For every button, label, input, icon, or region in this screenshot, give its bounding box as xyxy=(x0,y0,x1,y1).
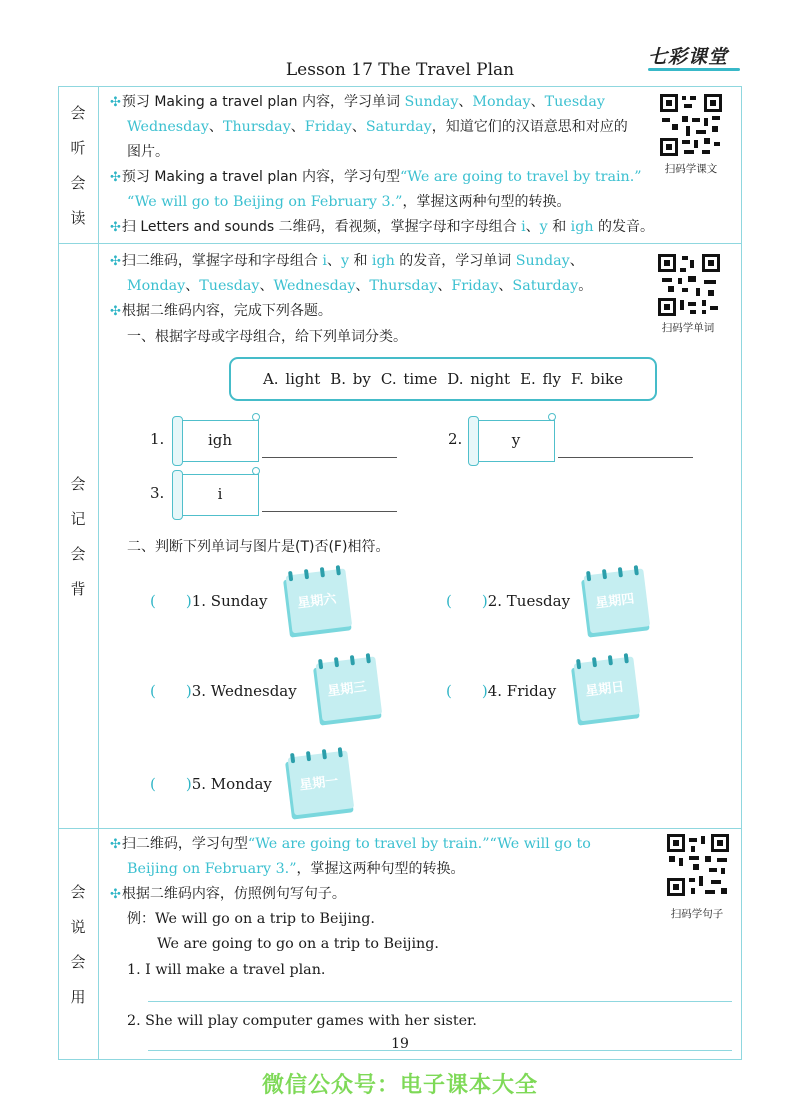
bullet-icon: ✣ xyxy=(110,254,121,269)
scroll-label-y: y xyxy=(468,416,556,460)
bullet-icon: ✣ xyxy=(110,220,121,235)
section-divider xyxy=(58,243,742,244)
calendar-icon: 星期三 xyxy=(312,652,384,727)
writing-item-1: 1. I will make a travel plan. xyxy=(127,962,326,978)
s2-line3: ✣根据二维码内容，完成下列各题。 xyxy=(110,303,332,319)
bullet-icon: ✣ xyxy=(110,837,121,852)
option-c: C. time xyxy=(380,370,438,388)
tf-item-4[interactable]: ( )4. Friday xyxy=(446,682,557,700)
writing-line[interactable] xyxy=(148,1001,732,1002)
writing-item-2: 2. She will play computer games with her sister. xyxy=(127,1013,477,1029)
footer-watermark: 微信公众号：电子课本大全 xyxy=(261,1073,538,1098)
qr-caption: 扫码学句子 xyxy=(670,908,724,920)
s2-line1: ✣扫二维码，掌握字母和字母组合 i、y 和 igh 的发音，学习单词 Sunday、 xyxy=(110,253,584,269)
answer-blank[interactable] xyxy=(262,511,397,512)
calendar-icon: 星期一 xyxy=(284,746,356,821)
s1-line1: ✣预习 Making a travel plan 内容，学习单词 Sunday、Monday、Tuesday xyxy=(110,94,605,110)
s3-line3: ✣根据二维码内容，仿照例句写句子。 xyxy=(110,886,346,902)
word-options-box xyxy=(229,357,657,401)
section-label-remember-recite: 会 记 会 背 xyxy=(70,475,86,598)
bullet-icon: ✣ xyxy=(110,95,121,110)
tf-item-2[interactable]: ( )2. Tuesday xyxy=(446,592,571,610)
page-number: 19 xyxy=(391,1036,409,1052)
s1-line6: ✣扫 Letters and sounds 二维码，看视频，掌握字母和字母组合 i、y 和 igh 的发音。 xyxy=(110,219,655,235)
answer-blank[interactable] xyxy=(262,457,397,458)
section-label-speak-use: 会 说 会 用 xyxy=(70,882,86,1006)
tf-item-1[interactable]: ( )1. Sunday xyxy=(150,592,268,610)
s1-line5: “We will go to Beijing on February 3.”，掌握这两种句型的转换。 xyxy=(127,194,571,210)
item-number: 3. xyxy=(150,484,165,502)
s3-line1: ✣扫二维码，学习句型“We are going to travel by train.”“We will go to xyxy=(110,836,591,852)
calendar-icon: 星期六 xyxy=(282,564,354,639)
s2-line2: Monday、Tuesday、Wednesday、Thursday、Friday、Saturday。 xyxy=(127,278,593,294)
section-label-listen-read: 会 听 会 读 xyxy=(70,103,86,227)
brand-logo xyxy=(648,42,742,76)
calendar-icon: 星期四 xyxy=(580,564,652,639)
qr-caption: 扫码学单词 xyxy=(661,322,715,334)
example-line2: We are going to go on a trip to Beijing. xyxy=(157,936,439,952)
option-a: A. light xyxy=(262,370,321,388)
bullet-icon: ✣ xyxy=(110,170,121,185)
brand-text: 七彩课堂 xyxy=(648,46,729,68)
example-line1: 例：We will go on a trip to Beijing. xyxy=(127,911,375,927)
bullet-icon: ✣ xyxy=(110,304,121,319)
tf-item-5[interactable]: ( )5. Monday xyxy=(150,775,272,793)
bullet-icon: ✣ xyxy=(110,887,121,902)
qr-code-icon[interactable] xyxy=(658,92,724,158)
s1-line2: Wednesday、Thursday、Friday、Saturday，知道它们的汉语意思和对应的 xyxy=(127,119,628,135)
option-e: E. fly xyxy=(520,370,562,388)
option-b: B. by xyxy=(330,370,371,388)
item-number: 2. xyxy=(448,430,463,448)
tf-item-3[interactable]: ( )3. Wednesday xyxy=(150,682,297,700)
label-column-divider xyxy=(98,86,99,1060)
item-number: 1. xyxy=(150,430,165,448)
option-d: D. night xyxy=(447,370,511,388)
calendar-icon: 星期日 xyxy=(570,652,642,727)
answer-blank[interactable] xyxy=(558,457,693,458)
qr-caption: 扫码学课文 xyxy=(664,163,718,175)
q1-title: 一、根据字母或字母组合，给下列单词分类。 xyxy=(127,329,407,345)
scroll-label-i: i xyxy=(172,470,260,514)
s3-line2: Beijing on February 3.”，掌握这两种句型的转换。 xyxy=(127,861,465,877)
s1-line3: 图片。 xyxy=(127,144,169,160)
scroll-label-igh: igh xyxy=(172,416,260,460)
qr-code-icon[interactable] xyxy=(665,832,731,898)
qr-code-icon[interactable] xyxy=(656,252,722,318)
brand-underline xyxy=(648,68,740,71)
lesson-title: Lesson 17 The Travel Plan xyxy=(285,60,515,80)
s1-line4: ✣预习 Making a travel plan 内容，学习句型“We are going to travel by train.” xyxy=(110,169,642,185)
section-divider xyxy=(58,828,742,829)
q2-title: 二、判断下列单词与图片是(T)否(F)相符。 xyxy=(127,539,390,555)
option-f: F. bike xyxy=(571,370,624,388)
